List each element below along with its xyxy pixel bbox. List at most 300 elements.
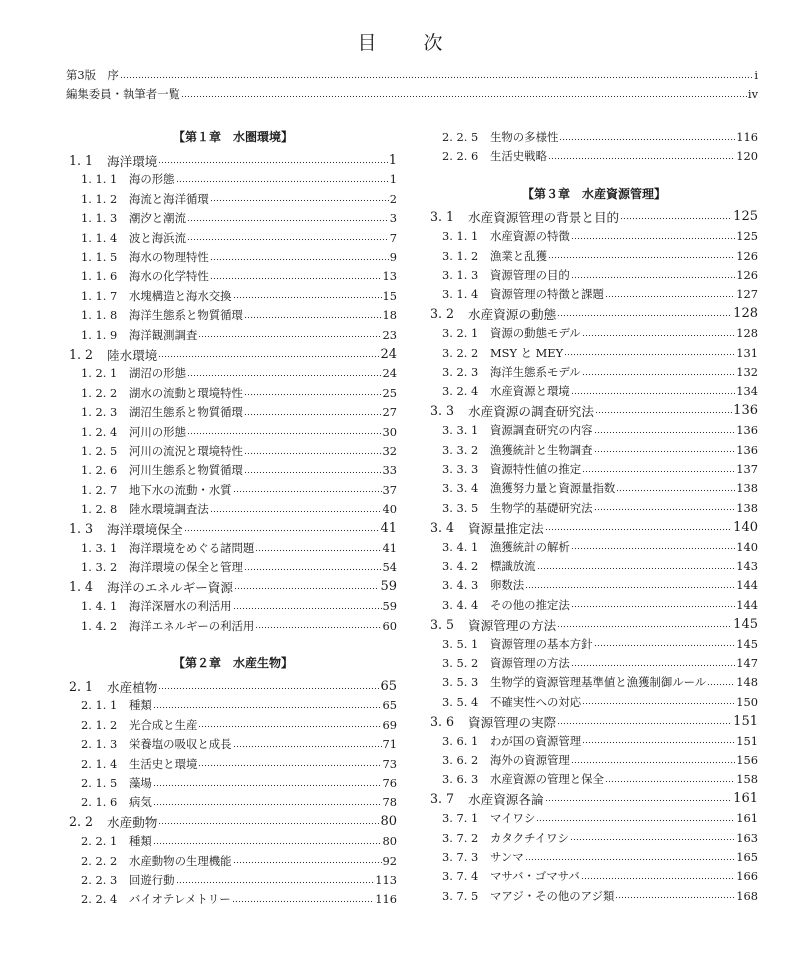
leader-dots — [158, 685, 379, 691]
leader-dots — [571, 235, 736, 241]
leader-dots — [153, 840, 382, 846]
subsection-entry[interactable] — [81, 890, 397, 908]
page-number: 73 — [382, 756, 397, 771]
page-number: 18 — [382, 308, 397, 323]
entry-number: 2. 2. 5 — [442, 130, 479, 144]
entry-number: 3. 7. 1 — [442, 811, 479, 826]
subsection-entry[interactable] — [442, 363, 758, 381]
section-entry[interactable] — [430, 305, 758, 323]
leader-dots — [233, 743, 382, 749]
leader-dots — [525, 584, 735, 590]
page-number: 24 — [382, 366, 397, 381]
entry-title: 海洋生態系モデル — [490, 365, 581, 379]
page-number: 147 — [736, 656, 758, 670]
page-number: 9 — [389, 250, 397, 264]
subsection-entry[interactable] — [442, 635, 758, 653]
subsection-entry[interactable] — [442, 460, 758, 478]
front-matter-entry[interactable] — [66, 85, 758, 103]
page-number: 40 — [382, 502, 397, 517]
subsection-entry[interactable] — [442, 673, 758, 691]
entry-number: 2. 2. 6 — [442, 149, 479, 164]
leader-dots — [557, 313, 732, 319]
entry-title: 河川の形態 — [129, 424, 186, 439]
subsection-entry[interactable] — [442, 809, 758, 827]
entry-number: 1. 1. 6 — [81, 269, 118, 284]
entry-title: 第3版 序 — [66, 68, 119, 82]
page-number: 69 — [382, 717, 397, 732]
page-number: 140 — [736, 539, 758, 554]
entry-title: 水産資源の調査研究法 — [468, 404, 594, 420]
leader-dots — [571, 662, 736, 668]
entry-number: 3. 4. 2 — [442, 559, 479, 573]
entry-number: 3. 1. 2 — [442, 248, 479, 263]
entry-title: 波と海浜流 — [129, 230, 186, 245]
subsection-entry[interactable] — [81, 774, 397, 792]
section-entry[interactable] — [430, 712, 758, 730]
entry-number: 3. 5. 3 — [442, 675, 479, 690]
leader-dots — [233, 489, 382, 495]
page-number: 76 — [382, 776, 397, 790]
subsection-entry[interactable] — [442, 227, 758, 245]
section-entry[interactable] — [430, 790, 758, 808]
subsection-entry[interactable] — [442, 128, 758, 146]
leader-dots — [210, 256, 389, 262]
entry-number: 2. 1. 4 — [81, 756, 118, 771]
page-number: 128 — [736, 326, 758, 341]
subsection-entry[interactable] — [442, 247, 758, 265]
subsection-entry[interactable] — [81, 267, 397, 285]
page-number: 140 — [733, 519, 758, 535]
entry-number: 1. 4. 1 — [81, 599, 118, 614]
subsection-entry[interactable] — [81, 248, 397, 266]
subsection-entry[interactable] — [442, 867, 758, 885]
entry-number: 1. 2. 6 — [81, 463, 118, 478]
page-number: i — [754, 68, 758, 82]
page-number: 92 — [382, 853, 397, 868]
entry-number: 1. 3. 2 — [81, 560, 118, 575]
subsection-entry[interactable] — [442, 344, 758, 362]
subsection-entry[interactable] — [81, 832, 397, 850]
page-number: 128 — [733, 306, 758, 322]
subsection-entry[interactable] — [442, 479, 758, 497]
entry-title: 水産植物 — [107, 679, 158, 695]
entry-title: 藻場 — [129, 776, 152, 790]
page-number: 136 — [736, 423, 758, 438]
entry-number: 1. 4. 2 — [81, 618, 118, 633]
leader-dots — [244, 469, 382, 475]
leader-dots — [545, 798, 733, 804]
entry-number: 3. 2. 1 — [442, 326, 479, 341]
entry-title: 資源管理の基本方針 — [490, 636, 593, 651]
subsection-entry[interactable] — [442, 382, 758, 400]
page-number: 71 — [382, 737, 397, 752]
leader-dots — [559, 136, 735, 142]
entry-title: 海の形態 — [129, 172, 175, 187]
page-number: 13 — [382, 269, 397, 284]
page-number: 7 — [389, 230, 397, 245]
entry-title: 編集委員・執筆者一覧 — [66, 87, 180, 101]
entry-number: 3. 6. 3 — [442, 772, 479, 787]
page-number: 30 — [382, 424, 397, 439]
entry-number: 3. 7. 3 — [442, 850, 479, 864]
entry-number: 3. 3. 5 — [442, 500, 479, 515]
leader-dots — [158, 821, 379, 827]
entry-title: 標識放流 — [490, 559, 536, 573]
entry-title: 資源調査研究の内容 — [490, 423, 593, 438]
section-entry[interactable] — [430, 208, 758, 226]
leader-dots — [564, 352, 735, 358]
entry-title: 漁獲努力量と資源量指数 — [490, 481, 616, 496]
entry-title: 資源管理の方法 — [490, 656, 570, 670]
section-entry[interactable] — [430, 518, 758, 536]
leader-dots — [582, 740, 735, 746]
leader-dots — [536, 817, 735, 823]
page-number: 144 — [736, 597, 758, 612]
entry-title: 海洋エネルギーの利活用 — [129, 618, 255, 633]
entry-title: 海洋環境の保全と管理 — [129, 560, 243, 575]
entry-title: 湖水の流動と環境特性 — [129, 385, 243, 400]
subsection-entry[interactable] — [81, 558, 397, 576]
page-number: 126 — [736, 268, 758, 282]
entry-number: 3. 2. 4 — [442, 384, 479, 399]
subsection-entry[interactable] — [81, 306, 397, 324]
entry-title: 水塊構造と海水交換 — [129, 288, 232, 303]
leader-dots — [233, 860, 382, 866]
leader-dots — [176, 178, 389, 184]
entry-number: 2. 1. 1 — [81, 698, 118, 713]
entry-number: 1. 2. 1 — [81, 366, 118, 381]
subsection-entry[interactable] — [442, 770, 758, 788]
section-entry[interactable] — [69, 813, 397, 831]
page-number: 132 — [736, 365, 758, 379]
page-number: 148 — [736, 675, 758, 690]
entry-number: 2. 2. 4 — [81, 892, 118, 907]
page-number: 163 — [736, 830, 758, 845]
page-title: 目 次 — [357, 32, 457, 54]
entry-number: 3. 5. 2 — [442, 656, 479, 670]
page-number: 59 — [380, 579, 397, 595]
entry-title: 資源の動態モデル — [490, 326, 581, 341]
page-number: 60 — [382, 618, 397, 633]
entry-title: マアジ・その他のアジ類 — [490, 888, 615, 903]
leader-dots — [605, 293, 735, 299]
leader-dots — [582, 371, 736, 377]
entry-number: 3. 4. 1 — [442, 539, 479, 554]
entry-title: 海洋のエネルギー資源 — [107, 580, 233, 596]
leader-dots — [594, 449, 736, 455]
entry-number: 3. 5. 4 — [442, 694, 479, 709]
entry-number: 1. 1. 5 — [81, 250, 118, 264]
entry-title: 資源特性値の推定 — [490, 462, 582, 476]
subsection-entry[interactable] — [81, 364, 397, 382]
entry-title: MSY と MEY — [490, 345, 564, 360]
entry-title: 海洋環境保全 — [107, 522, 183, 538]
subsection-entry[interactable] — [81, 170, 397, 188]
subsection-entry[interactable] — [81, 755, 397, 773]
page-number: 137 — [736, 462, 758, 476]
subsection-entry[interactable] — [442, 654, 758, 672]
entry-title: 陸水環境 — [107, 347, 158, 363]
subsection-entry[interactable] — [81, 229, 397, 247]
entry-title: 海外の資源管理 — [490, 753, 570, 767]
entry-title: 生活史と環境 — [129, 756, 198, 771]
entry-title: 病気 — [129, 795, 152, 810]
entry-title: 水産動物の生理機能 — [129, 853, 232, 868]
entry-number: 1. 3. 1 — [81, 541, 118, 555]
leader-dots — [557, 720, 732, 726]
entry-title: 資源管理の方法 — [468, 617, 557, 633]
leader-dots — [244, 566, 382, 572]
entry-number: 3. 1. 1 — [442, 229, 479, 244]
page-number: 138 — [736, 481, 758, 496]
page-number: 145 — [736, 636, 758, 651]
entry-title: サンマ — [490, 850, 524, 864]
entry-title: 水産資源の動態 — [468, 307, 557, 323]
subsection-entry[interactable] — [442, 147, 758, 165]
leader-dots — [594, 429, 736, 435]
subsection-entry[interactable] — [442, 557, 758, 575]
leader-dots — [232, 898, 375, 904]
subsection-entry[interactable] — [442, 576, 758, 594]
entry-number: 2. 2. 1 — [81, 834, 118, 849]
entry-title: その他の推定法 — [490, 597, 570, 612]
page-number: 15 — [382, 288, 397, 303]
entry-title: 海流と海洋循環 — [129, 191, 209, 206]
entry-number: 3. 7. 4 — [442, 869, 479, 884]
section-entry[interactable] — [430, 402, 758, 420]
subsection-entry[interactable] — [81, 403, 397, 421]
entry-title: 漁獲統計と生物調査 — [490, 442, 593, 457]
leader-dots — [571, 604, 736, 610]
entry-number: 3. 7. 2 — [442, 830, 479, 845]
leader-dots — [234, 586, 380, 592]
entry-number: 1. 1. 2 — [81, 191, 118, 206]
entry-title: 陸水環境調査法 — [129, 502, 209, 517]
page-number: 125 — [736, 229, 758, 244]
page-number: 143 — [736, 559, 758, 573]
subsection-entry[interactable] — [442, 499, 758, 517]
entry-title: わが国の資源管理 — [490, 733, 582, 748]
entry-number: 3. 2 — [430, 306, 455, 322]
page-number: 65 — [380, 678, 397, 694]
page-number: 136 — [733, 403, 758, 419]
subsection-entry[interactable] — [442, 538, 758, 556]
page-number: 166 — [736, 869, 758, 884]
subsection-entry[interactable] — [81, 287, 397, 305]
section-entry[interactable] — [430, 615, 758, 633]
leader-dots — [153, 782, 382, 788]
page-number: 41 — [382, 541, 397, 555]
leader-dots — [537, 565, 736, 571]
subsection-entry[interactable] — [442, 324, 758, 342]
subsection-entry[interactable] — [81, 597, 397, 615]
entry-number: 3. 3. 1 — [442, 423, 479, 438]
entry-title: 海洋生態系と物質循環 — [129, 308, 243, 323]
page-number: 3 — [389, 211, 397, 226]
page-number: 80 — [380, 814, 397, 830]
entry-number: 1. 1. 3 — [81, 211, 118, 226]
front-matter-entry[interactable] — [66, 66, 758, 84]
entry-number: 3. 3. 3 — [442, 462, 479, 476]
entry-title: 地下水の流動・水質 — [129, 482, 232, 497]
subsection-entry[interactable] — [81, 481, 397, 499]
entry-title: 海洋観測調査 — [129, 327, 198, 342]
entry-number: 1. 2 — [69, 346, 94, 362]
section-entry[interactable] — [69, 578, 397, 596]
leader-dots — [233, 605, 382, 611]
subsection-entry[interactable] — [442, 848, 758, 866]
leader-dots — [244, 314, 382, 320]
entry-title: マサバ・ゴマサバ — [490, 869, 580, 884]
leader-dots — [605, 778, 735, 784]
leader-dots — [120, 74, 754, 80]
leader-dots — [255, 625, 381, 631]
entry-number: 1. 2. 8 — [81, 502, 118, 517]
entry-title: 回遊行動 — [129, 873, 175, 887]
subsection-entry[interactable] — [442, 266, 758, 284]
subsection-entry[interactable] — [442, 751, 758, 769]
page-number: 54 — [382, 560, 397, 575]
leader-dots — [158, 159, 387, 165]
page-number: 27 — [382, 405, 397, 420]
leader-dots — [158, 353, 379, 359]
page-number: 136 — [736, 442, 758, 457]
leader-dots — [187, 237, 389, 243]
entry-title: 不確実性への対応 — [490, 694, 582, 709]
entry-title: 海洋環境をめぐる諸問題 — [129, 541, 255, 555]
entry-title: 種類 — [129, 698, 152, 713]
subsection-entry[interactable] — [442, 887, 758, 905]
subsection-entry[interactable] — [442, 693, 758, 711]
section-entry[interactable] — [69, 520, 397, 538]
entry-title: 湖沼の形態 — [129, 366, 186, 381]
page-number: 59 — [382, 599, 397, 614]
page-number: 1 — [388, 152, 397, 168]
subsection-entry[interactable] — [81, 384, 397, 402]
page-number: 151 — [733, 713, 758, 729]
leader-dots — [244, 392, 382, 398]
subsection-entry[interactable] — [442, 441, 758, 459]
page-number: 116 — [375, 892, 397, 907]
subsection-entry[interactable] — [81, 716, 397, 734]
leader-dots — [198, 334, 381, 340]
subsection-entry[interactable] — [81, 442, 397, 460]
subsection-entry[interactable] — [81, 209, 397, 227]
subsection-entry[interactable] — [81, 617, 397, 635]
leader-dots — [187, 372, 382, 378]
entry-number: 2. 2. 3 — [81, 873, 118, 887]
entry-number: 3. 7 — [430, 791, 455, 807]
page-number: 41 — [380, 521, 397, 537]
leader-dots — [594, 643, 736, 649]
subsection-entry[interactable] — [81, 461, 397, 479]
leader-dots — [176, 879, 375, 885]
subsection-entry[interactable] — [81, 871, 397, 889]
entry-title: 生物学的資源管理基準値と漁獲制御ルール — [490, 675, 707, 690]
leader-dots — [615, 895, 735, 901]
leader-dots — [548, 155, 735, 161]
entry-title: 栄養塩の吸収と成長 — [129, 737, 232, 752]
leader-dots — [525, 856, 736, 862]
entry-number: 2. 2 — [69, 814, 94, 830]
leader-dots — [571, 274, 736, 280]
entry-number: 1. 1. 4 — [81, 230, 118, 245]
subsection-entry[interactable] — [442, 421, 758, 439]
entry-number: 2. 1. 2 — [81, 717, 118, 732]
subsection-entry[interactable] — [81, 500, 397, 518]
entry-title: 生活史戦略 — [490, 149, 547, 164]
entry-title: 資源量推定法 — [468, 520, 544, 536]
page-number: 23 — [382, 327, 397, 342]
entry-number: 2. 1. 6 — [81, 795, 118, 810]
section-entry[interactable] — [69, 677, 397, 695]
leader-dots — [545, 526, 733, 532]
entry-number: 3. 2. 3 — [442, 365, 479, 379]
entry-number: 3. 7. 5 — [442, 888, 479, 903]
entry-number: 3. 5. 1 — [442, 636, 479, 651]
subsection-entry[interactable] — [442, 285, 758, 303]
subsection-entry[interactable] — [81, 190, 397, 208]
leader-dots — [594, 507, 736, 513]
entry-number: 2. 1. 5 — [81, 776, 118, 790]
entry-title: 海洋深層水の利活用 — [129, 599, 232, 614]
leader-dots — [198, 724, 381, 730]
leader-dots — [707, 681, 735, 687]
subsection-entry[interactable] — [81, 423, 397, 441]
subsection-entry[interactable] — [81, 539, 397, 557]
leader-dots — [595, 410, 732, 416]
subsection-entry[interactable] — [81, 735, 397, 753]
section-entry[interactable] — [69, 151, 397, 169]
chapter-heading: 【第３章 水産資源管理】 — [521, 186, 666, 201]
leader-dots — [187, 217, 389, 223]
page-number: 126 — [736, 248, 758, 263]
leader-dots — [153, 704, 382, 710]
leader-dots — [198, 763, 381, 769]
entry-title: 資源管理の実際 — [468, 714, 557, 730]
entry-number: 3. 6 — [430, 713, 455, 729]
page-number: 151 — [736, 733, 758, 748]
entry-title: 漁業と乱獲 — [490, 248, 547, 263]
page-number: 127 — [736, 287, 758, 302]
subsection-entry[interactable] — [81, 852, 397, 870]
subsection-entry[interactable] — [442, 829, 758, 847]
entry-number: 3. 2. 2 — [442, 345, 479, 360]
page-number: 25 — [382, 385, 397, 400]
subsection-entry[interactable] — [442, 732, 758, 750]
entry-title: カタクチイワシ — [490, 830, 569, 845]
leader-dots — [581, 875, 735, 881]
entry-title: 漁獲統計の解析 — [490, 539, 570, 554]
entry-title: 光合成と生産 — [129, 717, 198, 732]
leader-dots — [571, 759, 736, 765]
page-number: 165 — [736, 850, 758, 864]
page-number: 161 — [733, 791, 758, 807]
leader-dots — [210, 275, 382, 281]
section-entry[interactable] — [69, 345, 397, 363]
subsection-entry[interactable] — [81, 326, 397, 344]
subsection-entry[interactable] — [81, 793, 397, 811]
entry-title: バイオテレメトリー — [129, 892, 231, 907]
page-number: 1 — [389, 172, 397, 187]
entry-number: 2. 1. 3 — [81, 737, 118, 752]
page-number: iv — [747, 87, 758, 101]
page-number: 168 — [736, 888, 758, 903]
page-number: 125 — [733, 209, 758, 225]
subsection-entry[interactable] — [442, 596, 758, 614]
page-number: 32 — [382, 444, 397, 458]
subsection-entry[interactable] — [81, 696, 397, 714]
